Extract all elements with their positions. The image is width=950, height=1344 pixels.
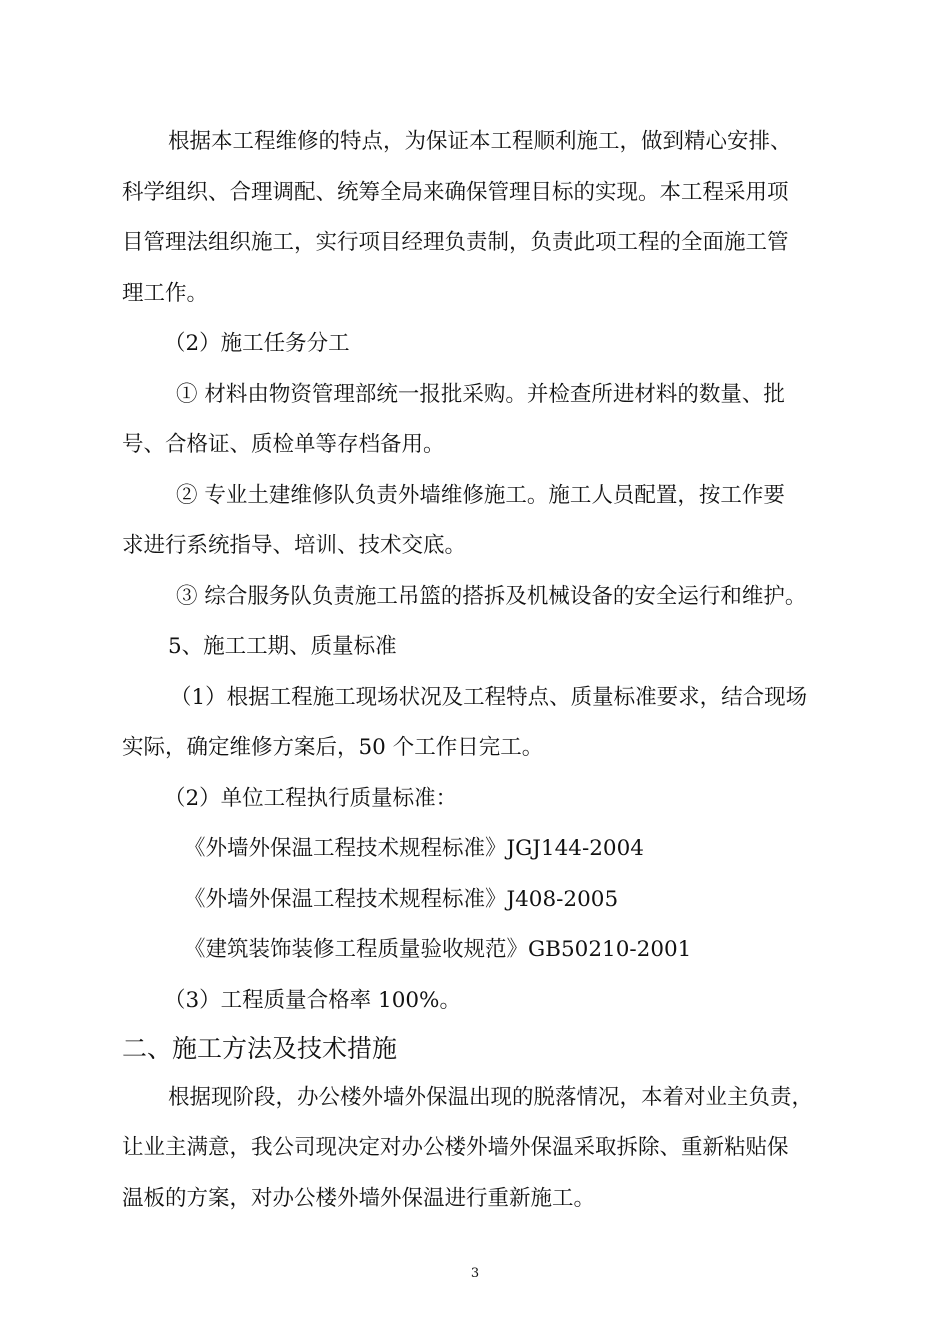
standard-item: 《外墙外保温工程技术规程标准》J408-2005 xyxy=(184,887,619,912)
paragraph-line: 让业主满意，我公司现决定对办公楼外墙外保温采取拆除、重新粘贴保 xyxy=(122,1135,789,1160)
paragraph-line: ③ 综合服务队负责施工吊篮的搭拆及机械设备的安全运行和维护。 xyxy=(176,584,807,609)
paragraph-line: （2）单位工程执行质量标准： xyxy=(164,786,458,811)
paragraph-line: ② 专业土建维修队负责外墙维修施工。施工人员配置，按工作要 xyxy=(176,483,785,508)
section-heading: 5、施工工期、质量标准 xyxy=(168,634,397,659)
paragraph-line: 求进行系统指导、培训、技术交底。 xyxy=(122,533,467,558)
paragraph-line: ① 材料由物资管理部统一报批采购。并检查所进材料的数量、批 xyxy=(176,382,785,407)
paragraph-line: （1）根据工程施工现场状况及工程特点、质量标准要求，结合现场 xyxy=(170,685,808,710)
paragraph-line: 温板的方案，对办公楼外墙外保温进行重新施工。 xyxy=(122,1186,596,1211)
paragraph-line: 根据现阶段，办公楼外墙外保温出现的脱落情况，本着对业主负责， xyxy=(168,1085,814,1110)
standard-item: 《建筑装饰装修工程质量验收规范》GB50210-2001 xyxy=(184,937,692,962)
section-heading: （2）施工任务分工 xyxy=(164,331,350,356)
standard-item: 《外墙外保温工程技术规程标准》JGJ144-2004 xyxy=(184,836,644,861)
paragraph-line: 科学组织、合理调配、统筹全局来确保管理目标的实现。本工程采用项 xyxy=(122,180,789,205)
paragraph-line: 根据本工程维修的特点，为保证本工程顺利施工，做到精心安排、 xyxy=(168,129,792,154)
paragraph-line: （3）工程质量合格率 100%。 xyxy=(164,988,461,1013)
paragraph-line: 理工作。 xyxy=(122,281,209,306)
paragraph-line: 号、合格证、质检单等存档备用。 xyxy=(122,432,445,457)
page-number: 3 xyxy=(470,1266,480,1281)
paragraph-line: 实际，确定维修方案后，50 个工作日完工。 xyxy=(122,735,544,760)
chapter-heading: 二、施工方法及技术措施 xyxy=(122,1034,398,1063)
paragraph-line: 目管理法组织施工，实行项目经理负责制，负责此项工程的全面施工管 xyxy=(122,230,789,255)
